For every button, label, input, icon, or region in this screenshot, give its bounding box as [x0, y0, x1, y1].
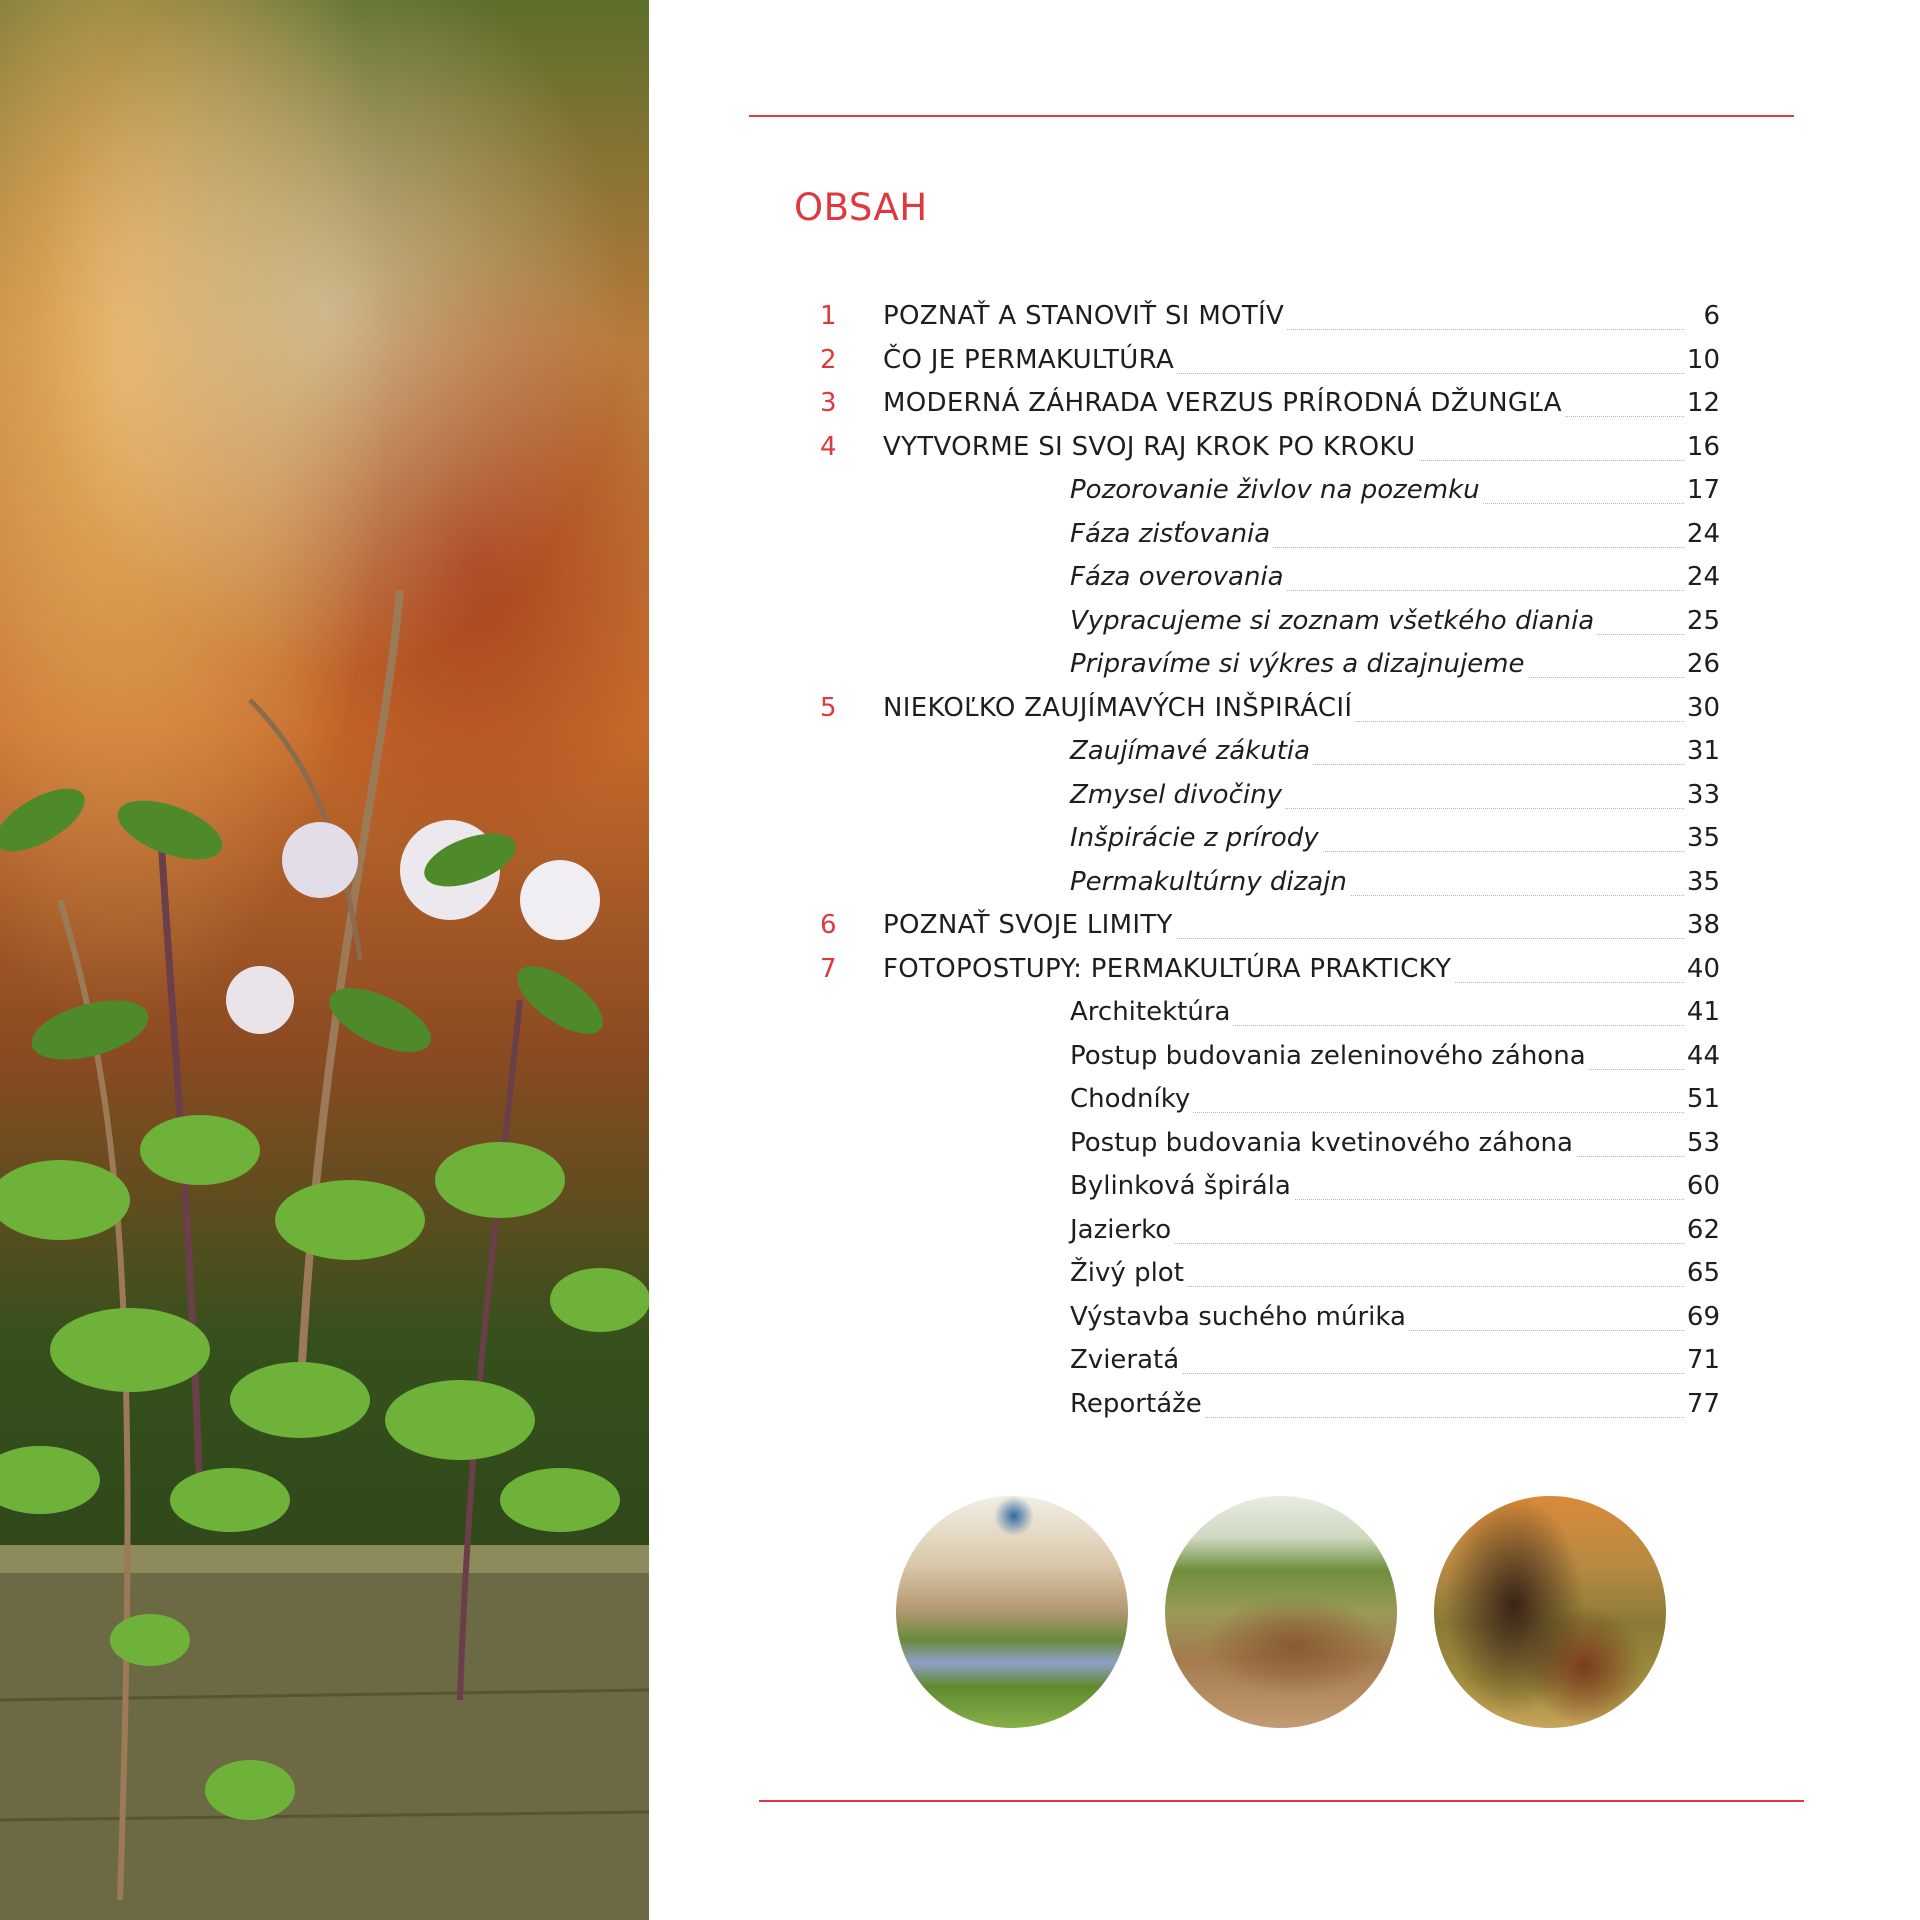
chapter-title: POZNAŤ A STANOVIŤ SI MOTÍV: [883, 301, 1287, 331]
toc-chapter-row[interactable]: [820, 341, 1720, 385]
page-number: 10: [1686, 344, 1720, 375]
page-number: 30: [1686, 692, 1720, 723]
page-number: 17: [1686, 475, 1720, 505]
section-title: Výstavba suchého múrika: [1070, 1302, 1409, 1332]
toc-section-row[interactable]: [820, 1211, 1720, 1255]
toc-section-row[interactable]: [820, 1080, 1720, 1124]
page-number: 77: [1686, 1388, 1720, 1419]
cover-photo-plants: [0, 0, 649, 1920]
toc-section-row[interactable]: [820, 602, 1720, 646]
section-title: Fáza zisťovania: [1070, 519, 1273, 549]
chapter-number: 4: [820, 431, 837, 462]
section-title: Permakultúrny dizajn: [1070, 867, 1350, 897]
toc-section-row[interactable]: [820, 1385, 1720, 1429]
toc-heading: OBSAH: [794, 186, 928, 229]
section-title: Chodníky: [1070, 1084, 1193, 1114]
photo-bed-building: [1165, 1496, 1397, 1728]
chapter-number: 6: [820, 910, 837, 940]
section-title: Architektúra: [1070, 997, 1233, 1027]
toc-chapter-row[interactable]: [820, 297, 1720, 341]
page-number: 16: [1686, 431, 1720, 462]
page-number: 6: [1703, 301, 1720, 331]
section-title: Jazierko: [1070, 1215, 1174, 1245]
chapter-title: NIEKOĽKO ZAUJÍMAVÝCH INŠPIRÁCIÍ: [883, 693, 1355, 723]
toc-chapter-row[interactable]: [820, 950, 1720, 994]
toc-section-row[interactable]: [820, 1341, 1720, 1385]
chapter-title: MODERNÁ ZÁHRADA VERZUS PRÍRODNÁ DŽUNGĽA: [883, 388, 1565, 418]
plant-illustration: [0, 0, 649, 1920]
table-of-contents: [820, 297, 1720, 1428]
section-title: Pozorovanie živlov na pozemku: [1070, 475, 1483, 505]
page-number: 35: [1686, 866, 1720, 897]
toc-section-row[interactable]: [820, 1037, 1720, 1081]
page-number: 71: [1686, 1345, 1720, 1375]
page-number: 24: [1686, 562, 1720, 592]
toc-chapter-row[interactable]: [820, 906, 1720, 950]
page-number: 31: [1686, 736, 1720, 766]
white-flower: [282, 822, 358, 898]
toc-section-row[interactable]: [820, 558, 1720, 602]
section-title: Zaujímavé zákutia: [1070, 736, 1313, 766]
photo-family-dogs: [1434, 1496, 1666, 1728]
page-number: 44: [1686, 1040, 1720, 1071]
chapter-title: FOTOPOSTUPY: PERMAKULTÚRA PRAKTICKY: [883, 954, 1454, 984]
toc-chapter-row[interactable]: [820, 689, 1720, 733]
section-title: Postup budovania kvetinového záhona: [1070, 1128, 1576, 1158]
page-number: 40: [1686, 953, 1720, 984]
toc-section-row[interactable]: [820, 471, 1720, 515]
page-number: 51: [1686, 1084, 1720, 1114]
top-rule: [749, 115, 1794, 117]
chapter-title: POZNAŤ SVOJE LIMITY: [883, 910, 1176, 940]
section-title: Inšpirácie z prírody: [1070, 823, 1322, 853]
photo-house-garden: [896, 1496, 1128, 1728]
toc-section-row[interactable]: [820, 819, 1720, 863]
page-number: 60: [1686, 1171, 1720, 1201]
page-number: 25: [1686, 605, 1720, 636]
chapter-title: ČO JE PERMAKULTÚRA: [883, 345, 1177, 375]
toc-section-row[interactable]: [820, 1298, 1720, 1342]
chapter-number: 1: [820, 301, 837, 331]
section-title: Fáza overovania: [1070, 562, 1287, 592]
toc-chapter-row[interactable]: [820, 384, 1720, 428]
leaf-cluster: [0, 776, 614, 1071]
section-title: Pripravíme si výkres a dizajnujeme: [1070, 649, 1528, 679]
toc-section-row[interactable]: [820, 732, 1720, 776]
toc-section-row[interactable]: [820, 993, 1720, 1037]
section-title: Zvieratá: [1070, 1345, 1182, 1375]
page-number: 53: [1686, 1127, 1720, 1158]
section-title: Vypracujeme si zoznam všetkého diania: [1070, 606, 1597, 636]
page-number: 69: [1686, 1301, 1720, 1332]
bottom-rule: [759, 1800, 1804, 1802]
page-number: 33: [1686, 779, 1720, 810]
section-title: Reportáže: [1070, 1389, 1205, 1419]
page-number: 38: [1686, 910, 1720, 940]
toc-section-row[interactable]: [820, 645, 1720, 689]
toc-section-row[interactable]: [820, 1167, 1720, 1211]
page-number: 65: [1686, 1258, 1720, 1288]
page-number: 26: [1686, 649, 1720, 679]
section-title: Bylinková špirála: [1070, 1171, 1294, 1201]
toc-section-row[interactable]: [820, 515, 1720, 559]
white-flower: [226, 966, 294, 1034]
toc-chapter-row[interactable]: [820, 428, 1720, 472]
planter-edge: [0, 1545, 649, 1573]
section-title: Postup budovania zeleninového záhona: [1070, 1041, 1589, 1071]
page-number: 35: [1686, 823, 1720, 853]
planter-box: [0, 1545, 649, 1920]
toc-section-row[interactable]: [820, 1254, 1720, 1298]
toc-section-row[interactable]: [820, 776, 1720, 820]
page-number: 62: [1686, 1214, 1720, 1245]
section-title: Zmysel divočiny: [1070, 780, 1285, 810]
chapter-number: 2: [820, 344, 837, 375]
chapter-number: 7: [820, 953, 837, 984]
page-number: 12: [1686, 388, 1720, 418]
white-flower: [520, 860, 600, 940]
section-title: Živý plot: [1070, 1258, 1187, 1288]
page-number: 41: [1686, 997, 1720, 1027]
chapter-number: 5: [820, 692, 837, 723]
chapter-title: VYTVORME SI SVOJ RAJ KROK PO KROKU: [883, 432, 1418, 462]
toc-section-row[interactable]: [820, 1124, 1720, 1168]
toc-section-row[interactable]: [820, 863, 1720, 907]
chapter-number: 3: [820, 388, 837, 418]
page-number: 24: [1686, 518, 1720, 549]
